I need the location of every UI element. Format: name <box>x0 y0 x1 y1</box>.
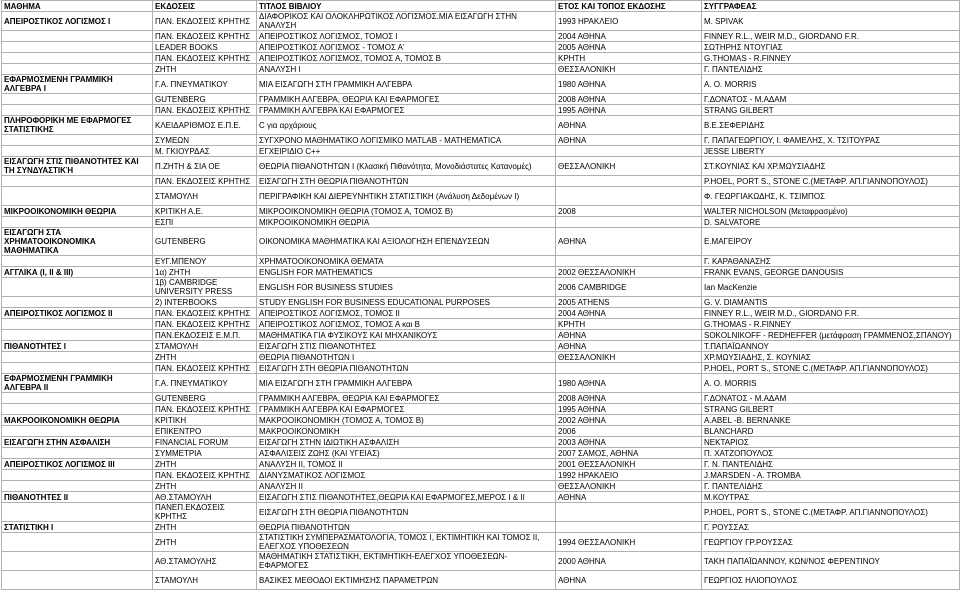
cell-author: STRANG GILBERT <box>702 404 960 415</box>
cell-author: FRANK EVANS, GEORGE DANOUSIS <box>702 267 960 278</box>
table-row <box>2 374 960 393</box>
cell-author: G.THOMAS - R.FINNEY <box>702 53 960 64</box>
table-row <box>2 187 960 206</box>
cell-publisher: ΣΥΜΜΕΤΡΙΑ <box>153 448 257 459</box>
cell-year-place: ΑΘΗΝΑ <box>556 341 702 352</box>
cell-author: FINNEY R.L., WEIR M.D., GIORDANO F.R. <box>702 308 960 319</box>
cell-title: ENGLISH FOR BUSINESS STUDIES <box>257 278 556 297</box>
cell-subject <box>2 352 153 363</box>
cell-subject <box>2 256 153 267</box>
cell-year-place: 1980 ΑΘΗΝΑ <box>556 75 702 94</box>
cell-year-place: 1995 ΑΘΗΝΑ <box>556 404 702 415</box>
cell-title: STUDY ENGLISH FOR BUSINESS EDUCATIONAL PURPOSES <box>257 297 556 308</box>
cell-author: Μ.ΚΟΥΤΡΑΣ <box>702 492 960 503</box>
cell-title: ΧΡΗΜΑΤΟΟΙΚΟΝΟΜΙΚΑ ΘΕΜΑΤΑ <box>257 256 556 267</box>
cell-year-place <box>556 256 702 267</box>
cell-year-place: ΚΡΗΤΗ <box>556 319 702 330</box>
cell-title: ΕΙΣΑΓΩΓΗ ΣΤΗ ΘΕΩΡΙΑ ΠΙΘΑΝΟΤΗΤΩΝ <box>257 503 556 522</box>
course-books-table <box>1 0 960 590</box>
cell-author: A. O. MORRIS <box>702 374 960 393</box>
cell-subject: ΕΦΑΡΜΟΣΜΕΝΗ ΓΡΑΜΜΙΚΗ ΑΛΓΕΒΡΑ Ι <box>2 75 153 94</box>
cell-subject <box>2 94 153 105</box>
table-row <box>2 492 960 503</box>
cell-publisher: GUTENBERG <box>153 228 257 256</box>
cell-year-place: 2004 ΑΘΗΝΑ <box>556 308 702 319</box>
cell-publisher: FINANCIAL FORUM <box>153 437 257 448</box>
cell-year-place <box>556 503 702 522</box>
cell-year-place: 1994 ΘΕΣΣΑΛΟΝΙΚΗ <box>556 533 702 552</box>
cell-publisher: 1α) ΖΗΤΗ <box>153 267 257 278</box>
table-row <box>2 319 960 330</box>
cell-year-place: 2005 ATHENS <box>556 297 702 308</box>
cell-publisher: ΕΣΠΙ <box>153 217 257 228</box>
cell-year-place <box>556 522 702 533</box>
cell-publisher: ΠΑΝΕΠ.ΕΚΔΟΣΕΙΣ ΚΡΗΤΗΣ <box>153 503 257 522</box>
cell-subject <box>2 363 153 374</box>
cell-publisher: ΚΡΙΤΙΚΗ Α.Ε. <box>153 206 257 217</box>
table-row <box>2 426 960 437</box>
table-row <box>2 571 960 590</box>
cell-author: Γ.ΔΟΝΑΤΟΣ - Μ.ΑΔΑΜ <box>702 94 960 105</box>
cell-year-place: 1995 ΑΘΗΝΑ <box>556 105 702 116</box>
cell-title: ΑΠΕΙΡΟΣΤΙΚΟΣ ΛΟΓΙΣΜΟΣ - ΤΟΜΟΣ Α' <box>257 42 556 53</box>
cell-title: ΕΓΧΕΙΡΙΔΙΟ C++ <box>257 146 556 157</box>
cell-year-place: ΑΘΗΝΑ <box>556 116 702 135</box>
cell-year-place <box>556 146 702 157</box>
cell-title: ΔΙΑΦΟΡΙΚΟΣ ΚΑΙ ΟΛΟΚΛΗΡΩΤΙΚΟΣ ΛΟΓΙΣΜΟΣ.ΜΙΑ ΕΙΣΑΓΩΓΗ ΣΤΗΝ ΑΝΑΛΥΣΗ <box>257 12 556 31</box>
cell-publisher: ΠΑΝ. ΕΚΔΟΣΕΙΣ ΚΡΗΤΗΣ <box>153 105 257 116</box>
cell-title: ΕΙΣΑΓΩΓΗ ΣΤΗΝ ΙΔΙΩΤΙΚΗ ΑΣΦΑΛΙΣΗ <box>257 437 556 448</box>
cell-year-place: 2005 ΑΘΗΝΑ <box>556 42 702 53</box>
cell-subject <box>2 64 153 75</box>
cell-subject <box>2 571 153 590</box>
cell-author: P.HOEL, PORT S., STONE C.(ΜΕΤΑΦΡ. ΑΠ.ΓΙΑΝΝΟΠΟΥΛΟΣ) <box>702 176 960 187</box>
cell-author: BLANCHARD <box>702 426 960 437</box>
cell-title: ΕΙΣΑΓΩΓΗ ΣΤΗ ΘΕΩΡΙΑ ΠΙΘΑΝΟΤΗΤΩΝ <box>257 176 556 187</box>
cell-author: Γ. ΠΑΝΤΕΛΙΔΗΣ <box>702 481 960 492</box>
cell-publisher: ΖΗΤΗ <box>153 459 257 470</box>
cell-title: ΜΙΑ ΕΙΣΑΓΩΓΗ ΣΤΗ ΓΡΑΜΜΙΚΗ ΑΛΓΕΒΡΑ <box>257 374 556 393</box>
cell-publisher: GUTENBERG <box>153 94 257 105</box>
table-row <box>2 278 960 297</box>
cell-year-place <box>556 363 702 374</box>
cell-subject: ΑΠΕΙΡΟΣΤΙΚΟΣ ΛΟΓΙΣΜΟΣ ΙΙ <box>2 308 153 319</box>
cell-publisher: ΣΤΑΜΟΥΛΗ <box>153 187 257 206</box>
cell-title: ΑΠΕΙΡΟΣΤΙΚΟΣ ΛΟΓΙΣΜΟΣ, ΤΟΜΟΣ Ι <box>257 31 556 42</box>
cell-author: ΓΕΩΡΓΙΟΣ ΗΛΙΟΠΟΥΛΟΣ <box>702 571 960 590</box>
table-row <box>2 533 960 552</box>
cell-year-place: ΘΕΣΣΑΛΟΝΙΚΗ <box>556 64 702 75</box>
cell-publisher: ΠΑΝ. ΕΚΔΟΣΕΙΣ ΚΡΗΤΗΣ <box>153 53 257 64</box>
table-row <box>2 459 960 470</box>
table-row <box>2 522 960 533</box>
cell-subject <box>2 31 153 42</box>
cell-author: Φ. ΓΕΩΡΓΙΑΚΩΔΗΣ, Κ. ΤΣΙΜΠΟΣ <box>702 187 960 206</box>
cell-publisher: ΠΑΝ.ΕΚΔΟΣΕΙΣ Ε.Μ.Π. <box>153 330 257 341</box>
cell-publisher: ΑΘ.ΣΤΑΜΟΥΛΗ <box>153 492 257 503</box>
table-row <box>2 116 960 135</box>
cell-author: Γ. ΠΑΝΤΕΛΙΔΗΣ <box>702 64 960 75</box>
cell-subject: ΠΙΘΑΝΟΤΗΤΕΣ ΙΙ <box>2 492 153 503</box>
cell-author: ΓΕΩΡΓΙΟΥ ΓΡ.ΡΟΥΣΣΑΣ <box>702 533 960 552</box>
cell-title: ΑΠΕΙΡΟΣΤΙΚΟΣ ΛΟΓΙΣΜΟΣ, ΤΟΜΟΣ ΙΙ <box>257 308 556 319</box>
cell-subject <box>2 404 153 415</box>
cell-publisher: ΠΑΝ. ΕΚΔΟΣΕΙΣ ΚΡΗΤΗΣ <box>153 470 257 481</box>
cell-subject: ΑΠΕΙΡΟΣΤΙΚΟΣ ΛΟΓΙΣΜΟΣ ΙΙΙ <box>2 459 153 470</box>
cell-author: A. O. MORRIS <box>702 75 960 94</box>
cell-subject: ΜΑΚΡΟΟΙΚΟΝΟΜΙΚΗ ΘΕΩΡΙΑ <box>2 415 153 426</box>
cell-subject: ΠΙΘΑΝΟΤΗΤΕΣ Ι <box>2 341 153 352</box>
cell-year-place: 2001 ΘΕΣΣΑΛΟΝΙΚΗ <box>556 459 702 470</box>
cell-author: Ian MacKenzie <box>702 278 960 297</box>
cell-author: SOKOLNIKOFF - REDHEFFER (μετάφραση ΓΡΑΜΜΕΝΟΣ,ΣΠΑΝΟΥ) <box>702 330 960 341</box>
cell-title: ENGLISH FOR MATHEMATICS <box>257 267 556 278</box>
cell-author: Τ.ΠΑΠΑΪΩΑΝΝΟΥ <box>702 341 960 352</box>
cell-title: ΜΑΘΗΜΑΤΙΚΑ ΓΙΑ ΦΥΣΙΚΟΥΣ ΚΑΙ ΜΗΧΑΝΙΚΟΥΣ <box>257 330 556 341</box>
table-row <box>2 552 960 571</box>
cell-subject <box>2 176 153 187</box>
cell-publisher: ΠΑΝ. ΕΚΔΟΣΕΙΣ ΚΡΗΤΗΣ <box>153 31 257 42</box>
cell-publisher: ΠΑΝ. ΕΚΔΟΣΕΙΣ ΚΡΗΤΗΣ <box>153 404 257 415</box>
header-cell-publisher: ΕΚΔΟΣΕΙΣ <box>153 1 257 12</box>
cell-publisher: ΚΛΕΙΔΑΡΙΘΜΟΣ Ε.Π.Ε. <box>153 116 257 135</box>
cell-title: ΑΝΑΛΥΣΗ ΙΙ <box>257 481 556 492</box>
cell-year-place: 1980 ΑΘΗΝΑ <box>556 374 702 393</box>
table-row <box>2 176 960 187</box>
cell-subject: ΜΙΚΡΟΟΙΚΟΝΟΜΙΚΗ ΘΕΩΡΙΑ <box>2 206 153 217</box>
cell-publisher: ΣΤΑΜΟΥΛΗ <box>153 341 257 352</box>
header-row <box>2 1 960 12</box>
header-cell-subject: ΜΑΘΗΜΑ <box>2 1 153 12</box>
cell-year-place: ΘΕΣΣΑΛΟΝΙΚΗ <box>556 352 702 363</box>
cell-publisher: Μ. ΓΚΙΟΥΡΔΑΣ <box>153 146 257 157</box>
table-row <box>2 206 960 217</box>
cell-subject <box>2 503 153 522</box>
cell-title: C για αρχάριους <box>257 116 556 135</box>
cell-year-place: ΘΕΣΣΑΛΟΝΙΚΗ <box>556 481 702 492</box>
cell-title: ΕΙΣΑΓΩΓΗ ΣΤΙΣ ΠΙΘΑΝΟΤΗΤΕΣ,ΘΕΩΡΙΑ ΚΑΙ ΕΦΑΡΜΟΓΕΣ,ΜΕΡΟΣ Ι & ΙΙ <box>257 492 556 503</box>
table-row <box>2 75 960 94</box>
cell-subject: ΑΓΓΛΙΚΑ (Ι, ΙΙ & ΙΙΙ) <box>2 267 153 278</box>
cell-year-place: 2006 <box>556 426 702 437</box>
cell-subject <box>2 426 153 437</box>
cell-subject <box>2 105 153 116</box>
cell-author: ΣΩΤΗΡΗΣ ΝΤΟΥΓΙΑΣ <box>702 42 960 53</box>
cell-author: G. V. DIAMANTIS <box>702 297 960 308</box>
cell-author: Γ.ΔΟΝΑΤΟΣ - Μ.ΑΔΑΜ <box>702 393 960 404</box>
cell-year-place: ΑΘΗΝΑ <box>556 228 702 256</box>
header-cell-year-place: ΕΤΟΣ ΚΑΙ ΤΟΠΟΣ ΕΚΔΟΣΗΣ <box>556 1 702 12</box>
cell-publisher: ΑΘ.ΣΤΑΜΟΥΛΗΣ <box>153 552 257 571</box>
cell-year-place: 2008 <box>556 206 702 217</box>
cell-publisher: ΖΗΤΗ <box>153 64 257 75</box>
cell-year-place: 2006 CAMBRIDGE <box>556 278 702 297</box>
cell-year-place: 1992 ΗΡΑΚΛΕΙΟ <box>556 470 702 481</box>
cell-year-place: 2002 ΑΘΗΝΑ <box>556 415 702 426</box>
table-row <box>2 330 960 341</box>
cell-title: ΜΙΚΡΟΟΙΚΟΝΟΜΙΚΗ ΘΕΩΡΙΑ (ΤΟΜΟΣ Α, ΤΟΜΟΣ Β) <box>257 206 556 217</box>
table-row <box>2 393 960 404</box>
cell-publisher: LEADER BOOKS <box>153 42 257 53</box>
cell-publisher: ΠΑΝ. ΕΚΔΟΣΕΙΣ ΚΡΗΤΗΣ <box>153 308 257 319</box>
cell-author: M. SPIVAK <box>702 12 960 31</box>
cell-author: Ε.ΜΑΓΕΙΡΟΥ <box>702 228 960 256</box>
cell-subject <box>2 135 153 146</box>
table-row <box>2 363 960 374</box>
cell-title: ΣΥΓΧΡΟΝΟ ΜΑΘΗΜΑΤΙΚΟ ΛΟΓΙΣΜΙΚΟ MATLAB - MATHEMATICA <box>257 135 556 146</box>
cell-title: ΑΣΦΑΛΙΣΕΙΣ ΖΩΗΣ (ΚΑΙ ΥΓΕΙΑΣ) <box>257 448 556 459</box>
cell-subject: ΕΦΑΡΜΟΣΜΕΝΗ ΓΡΑΜΜΙΚΗ ΑΛΓΕΒΡΑ ΙΙ <box>2 374 153 393</box>
cell-publisher: ΚΡΙΤΙΚΗ <box>153 415 257 426</box>
cell-publisher: ΠΑΝ. ΕΚΔΟΣΕΙΣ ΚΡΗΤΗΣ <box>153 12 257 31</box>
cell-title: ΟΙΚΟΝΟΜΙΚΑ ΜΑΘΗΜΑΤΙΚΑ ΚΑΙ ΑΞΙΟΛΟΓΗΣΗ ΕΠΕΝΔΥΣΕΩΝ <box>257 228 556 256</box>
table-row <box>2 415 960 426</box>
cell-author: STRANG GILBERT <box>702 105 960 116</box>
table-row <box>2 105 960 116</box>
cell-title: ΑΝΑΛΥΣΗ ΙΙ, ΤΟΜΟΣ ΙΙ <box>257 459 556 470</box>
cell-subject <box>2 330 153 341</box>
cell-publisher: Γ.Α. ΠΝΕΥΜΑΤΙΚΟΥ <box>153 374 257 393</box>
table-row <box>2 94 960 105</box>
cell-title: ΘΕΩΡΙΑ ΠΙΘΑΝΟΤΗΤΩΝ <box>257 522 556 533</box>
cell-year-place: 1993 ΗΡΑΚΛΕΙΟ <box>556 12 702 31</box>
table-row <box>2 404 960 415</box>
cell-subject: ΕΙΣΑΓΩΓΗ ΣΤΑ ΧΡΗΜΑΤΟΟΙΚΟΝΟΜΙΚΑ ΜΑΘΗΜΑΤΙΚΑ <box>2 228 153 256</box>
cell-title: ΓΡΑΜΜΙΚΗ ΑΛΓΕΒΡΑ, ΘΕΩΡΙΑ ΚΑΙ ΕΦΑΡΜΟΓΕΣ <box>257 393 556 404</box>
cell-title: ΜΙΚΡΟΟΙΚΟΝΟΜΙΚΗ ΘΕΩΡΙΑ <box>257 217 556 228</box>
cell-subject <box>2 552 153 571</box>
cell-year-place: 2008 ΑΘΗΝΑ <box>556 393 702 404</box>
cell-publisher: Γ.Α. ΠΝΕΥΜΑΤΙΚΟΥ <box>153 75 257 94</box>
cell-subject <box>2 533 153 552</box>
table-row <box>2 437 960 448</box>
header-cell-title: ΤΙΤΛΟΣ ΒΙΒΛΙΟΥ <box>257 1 556 12</box>
cell-author: ΧΡ.ΜΩΥΣΙΑΔΗΣ, Σ. ΚΟΥΝΙΑΣ <box>702 352 960 363</box>
cell-title: ΜΑΘΗΜΑΤΙΚΗ ΣΤΑΤΙΣΤΙΚΗ, ΕΚΤΙΜΗΤΙΚΗ-ΕΛΕΓΧΟΣ ΥΠΟΘΕΣΕΩΝ-ΕΦΑΡΜΟΓΕΣ <box>257 552 556 571</box>
table-row <box>2 308 960 319</box>
cell-title: ΒΑΣΙΚΕΣ ΜΕΘΟΔΟΙ ΕΚΤΙΜΗΣΗΣ ΠΑΡΑΜΕΤΡΩΝ <box>257 571 556 590</box>
cell-author: G.THOMAS - R.FINNEY <box>702 319 960 330</box>
cell-publisher: 2) INTERBOOKS <box>153 297 257 308</box>
cell-year-place: 2003 ΑΘΗΝΑ <box>556 437 702 448</box>
table-row <box>2 470 960 481</box>
cell-title: ΑΝΑΛΥΣΗ Ι <box>257 64 556 75</box>
cell-subject: ΠΛΗΡΟΦΟΡΙΚΗ ΜΕ ΕΦΑΡΜΟΓΕΣ ΣΤΑΤΙΣΤΙΚΗΣ <box>2 116 153 135</box>
table-row <box>2 448 960 459</box>
table-row <box>2 341 960 352</box>
cell-subject <box>2 217 153 228</box>
cell-author: D. SALVATORE <box>702 217 960 228</box>
cell-subject <box>2 470 153 481</box>
cell-subject <box>2 481 153 492</box>
cell-author: ΤΑΚΗ ΠΑΠΑΪΩΑΝΝΟΥ, ΚΩΝ/ΝΟΣ ΦΕΡΕΝΤΙΝΟΥ <box>702 552 960 571</box>
cell-subject <box>2 53 153 64</box>
table-row <box>2 135 960 146</box>
cell-year-place: 2004 ΑΘΗΝΑ <box>556 31 702 42</box>
cell-author: FINNEY R.L., WEIR M.D., GIORDANO F.R. <box>702 31 960 42</box>
cell-publisher: ΕΠΙΚΕΝΤΡΟ <box>153 426 257 437</box>
header-cell-author: ΣΥΓΓΡΑΦΕΑΣ <box>702 1 960 12</box>
cell-author: Γ. ΡΟΥΣΣΑΣ <box>702 522 960 533</box>
cell-author: J.MARSDEN - A. TROMBA <box>702 470 960 481</box>
cell-author: JESSE LIBERTY <box>702 146 960 157</box>
cell-year-place <box>556 176 702 187</box>
cell-subject: ΕΙΣΑΓΩΓΗ ΣΤΗΝ ΑΣΦΑΛΙΣΗ <box>2 437 153 448</box>
cell-publisher: ΖΗΤΗ <box>153 533 257 552</box>
cell-subject: ΣΤΑΤΙΣΤΙΚΗ Ι <box>2 522 153 533</box>
cell-publisher: ΠΑΝ. ΕΚΔΟΣΕΙΣ ΚΡΗΤΗΣ <box>153 176 257 187</box>
cell-subject: ΑΠΕΙΡΟΣΤΙΚΟΣ ΛΟΓΙΣΜΟΣ Ι <box>2 12 153 31</box>
cell-year-place <box>556 217 702 228</box>
cell-publisher: ΠΑΝ. ΕΚΔΟΣΕΙΣ ΚΡΗΤΗΣ <box>153 363 257 374</box>
cell-author: P.HOEL, PORT S., STONE C.(ΜΕΤΑΦΡ. ΑΠ.ΓΙΑΝΝΟΠΟΥΛΟΣ) <box>702 363 960 374</box>
cell-publisher: Π.ΖΗΤΗ & ΣΙΑ ΟΕ <box>153 157 257 176</box>
table-row <box>2 42 960 53</box>
table-row <box>2 146 960 157</box>
cell-title: ΑΠΕΙΡΟΣΤΙΚΟΣ ΛΟΓΙΣΜΟΣ, ΤΟΜΟΣ Α και Β <box>257 319 556 330</box>
table-row <box>2 481 960 492</box>
table-row <box>2 217 960 228</box>
cell-title: ΜΑΚΡΟΟΙΚΟΝΟΜΙΚΗ <box>257 426 556 437</box>
cell-publisher: ΖΗΤΗ <box>153 522 257 533</box>
cell-title: ΓΡΑΜΜΙΚΗ ΑΛΓΕΒΡΑ ΚΑΙ ΕΦΑΡΜΟΓΕΣ <box>257 105 556 116</box>
cell-title: ΔΙΑΝΥΣΜΑΤΙΚΟΣ ΛΟΓΙΣΜΟΣ <box>257 470 556 481</box>
cell-subject: ΕΙΣΑΓΩΓΗ ΣΤΙΣ ΠΙΘΑΝΟΤΗΤΕΣ ΚΑΙ ΤΗ ΣΥΝΔΥΑΣΤΙΚΉ <box>2 157 153 176</box>
cell-title: ΓΡΑΜΜΙΚΗ ΑΛΓΕΒΡΑ ΚΑΙ ΕΦΑΡΜΟΓΕΣ <box>257 404 556 415</box>
table-row <box>2 64 960 75</box>
table-row <box>2 352 960 363</box>
cell-subject <box>2 448 153 459</box>
cell-title: ΓΡΑΜΜΙΚΗ ΑΛΓΕΒΡΑ, ΘΕΩΡΙΑ ΚΑΙ ΕΦΑΡΜΟΓΕΣ <box>257 94 556 105</box>
cell-author: A.ABEL -B. BERNANKE <box>702 415 960 426</box>
cell-title: ΜΙΑ ΕΙΣΑΓΩΓΗ ΣΤΗ ΓΡΑΜΜΙΚΗ ΑΛΓΕΒΡΑ <box>257 75 556 94</box>
cell-year-place: ΑΘΗΝΑ <box>556 571 702 590</box>
table-row <box>2 31 960 42</box>
table-row <box>2 297 960 308</box>
cell-publisher: ΖΗΤΗ <box>153 352 257 363</box>
table-row <box>2 267 960 278</box>
table-row <box>2 12 960 31</box>
cell-publisher: ΖΗΤΗ <box>153 481 257 492</box>
cell-year-place: 2002 ΘΕΣΣΑΛΟΝΙΚΗ <box>556 267 702 278</box>
table-body <box>2 1 960 590</box>
cell-author: P.HOEL, PORT S., STONE C.(ΜΕΤΑΦΡ. ΑΠ.ΓΙΑΝΝΟΠΟΥΛΟΣ) <box>702 503 960 522</box>
cell-title: ΘΕΩΡΙΑ ΠΙΘΑΝΟΤΗΤΩΝ Ι (Κλασική Πιθανότητα, Μονοδιάστατες Κατανομές) <box>257 157 556 176</box>
cell-subject <box>2 297 153 308</box>
cell-year-place: ΘΕΣΣΑΛΟΝΙΚΗ <box>556 157 702 176</box>
cell-publisher: ΣΤΑΜΟΥΛΗ <box>153 571 257 590</box>
cell-author: Π. ΧΑΤΖΟΠΟΥΛΟΣ <box>702 448 960 459</box>
table-row <box>2 503 960 522</box>
cell-publisher: GUTENBERG <box>153 393 257 404</box>
cell-author: ΝΕΚΤΑΡΙΟΣ <box>702 437 960 448</box>
cell-subject <box>2 393 153 404</box>
cell-publisher: 1β) CAMBRIDGE UNIVERSITY PRESS <box>153 278 257 297</box>
cell-title: ΜΑΚΡΟΟΙΚΟΝΟΜΙΚΗ (ΤΟΜΟΣ Α, ΤΟΜΟΣ Β) <box>257 415 556 426</box>
cell-year-place: ΑΘΗΝΑ <box>556 135 702 146</box>
cell-author: WALTER NICHOLSON (Μεταφρασμένο) <box>702 206 960 217</box>
cell-year-place: 2000 ΑΘΗΝΑ <box>556 552 702 571</box>
cell-author: Γ. Ν. ΠΑΝΤΕΛΙΔΗΣ <box>702 459 960 470</box>
table-row <box>2 228 960 256</box>
cell-author: Γ. ΠΑΠΑΓΕΩΡΓΙΟΥ, Ι. ΦΑΜΕΛΗΣ, Χ. ΤΣΙΤΟΥΡΑΣ <box>702 135 960 146</box>
cell-subject <box>2 146 153 157</box>
cell-title: ΕΙΣΑΓΩΓΗ ΣΤΙΣ ΠΙΘΑΝΟΤΗΤΕΣ <box>257 341 556 352</box>
cell-year-place: ΚΡΗΤΗ <box>556 53 702 64</box>
cell-publisher: ΠΑΝ. ΕΚΔΟΣΕΙΣ ΚΡΗΤΗΣ <box>153 319 257 330</box>
cell-title: ΣΤΑΤΙΣΤΙΚΗ ΣΥΜΠΕΡΑΣΜΑΤΟΛΟΓΙΑ, ΤΟΜΟΣ Ι, ΕΚΤΙΜΗΤΙΚΗ ΚΑΙ ΤΟΜΟΣ ΙΙ, ΕΛΕΓΧΟΣ ΥΠΟΘΕΣΕΩΝ <box>257 533 556 552</box>
cell-year-place: ΑΘΗΝΑ <box>556 492 702 503</box>
cell-year-place: ΑΘΗΝΑ <box>556 330 702 341</box>
cell-title: ΠΕΡΙΓΡΑΦΙΚΗ ΚΑΙ ΔΙΕΡΕΥΝΗΤΙΚΗ ΣΤΑΤΙΣΤΙΚΗ (Ανάλυση Δεδομένων Ι) <box>257 187 556 206</box>
cell-title: ΕΙΣΑΓΩΓΗ ΣΤΗ ΘΕΩΡΙΑ ΠΙΘΑΝΟΤΗΤΩΝ <box>257 363 556 374</box>
cell-subject <box>2 187 153 206</box>
cell-title: ΘΕΩΡΙΑ ΠΙΘΑΝΟΤΗΤΩΝ Ι <box>257 352 556 363</box>
table-row <box>2 157 960 176</box>
cell-subject <box>2 319 153 330</box>
cell-publisher: ΕΥΓ.ΜΠΕΝΟΥ <box>153 256 257 267</box>
cell-author: Β.Ε.ΣΕΦΕΡΙΔΗΣ <box>702 116 960 135</box>
cell-publisher: ΣΥΜΕΩΝ <box>153 135 257 146</box>
cell-title: ΑΠΕΙΡΟΣΤΙΚΟΣ ΛΟΓΙΣΜΟΣ, ΤΟΜΟΣ Α, ΤΟΜΟΣ Β <box>257 53 556 64</box>
table-row <box>2 53 960 64</box>
cell-author: Γ. ΚΑΡΑΘΑΝΑΣΗΣ <box>702 256 960 267</box>
cell-year-place: 2007 ΣΑΜΟΣ, ΑΘΗΝΑ <box>556 448 702 459</box>
cell-year-place <box>556 187 702 206</box>
cell-year-place: 2008 ΑΘΗΝΑ <box>556 94 702 105</box>
cell-author: ΣΤ.ΚΟΥΝΙΑΣ ΚΑΙ ΧΡ.ΜΩΥΣΙΑΔΗΣ <box>702 157 960 176</box>
table-row <box>2 256 960 267</box>
cell-subject <box>2 278 153 297</box>
cell-subject <box>2 42 153 53</box>
